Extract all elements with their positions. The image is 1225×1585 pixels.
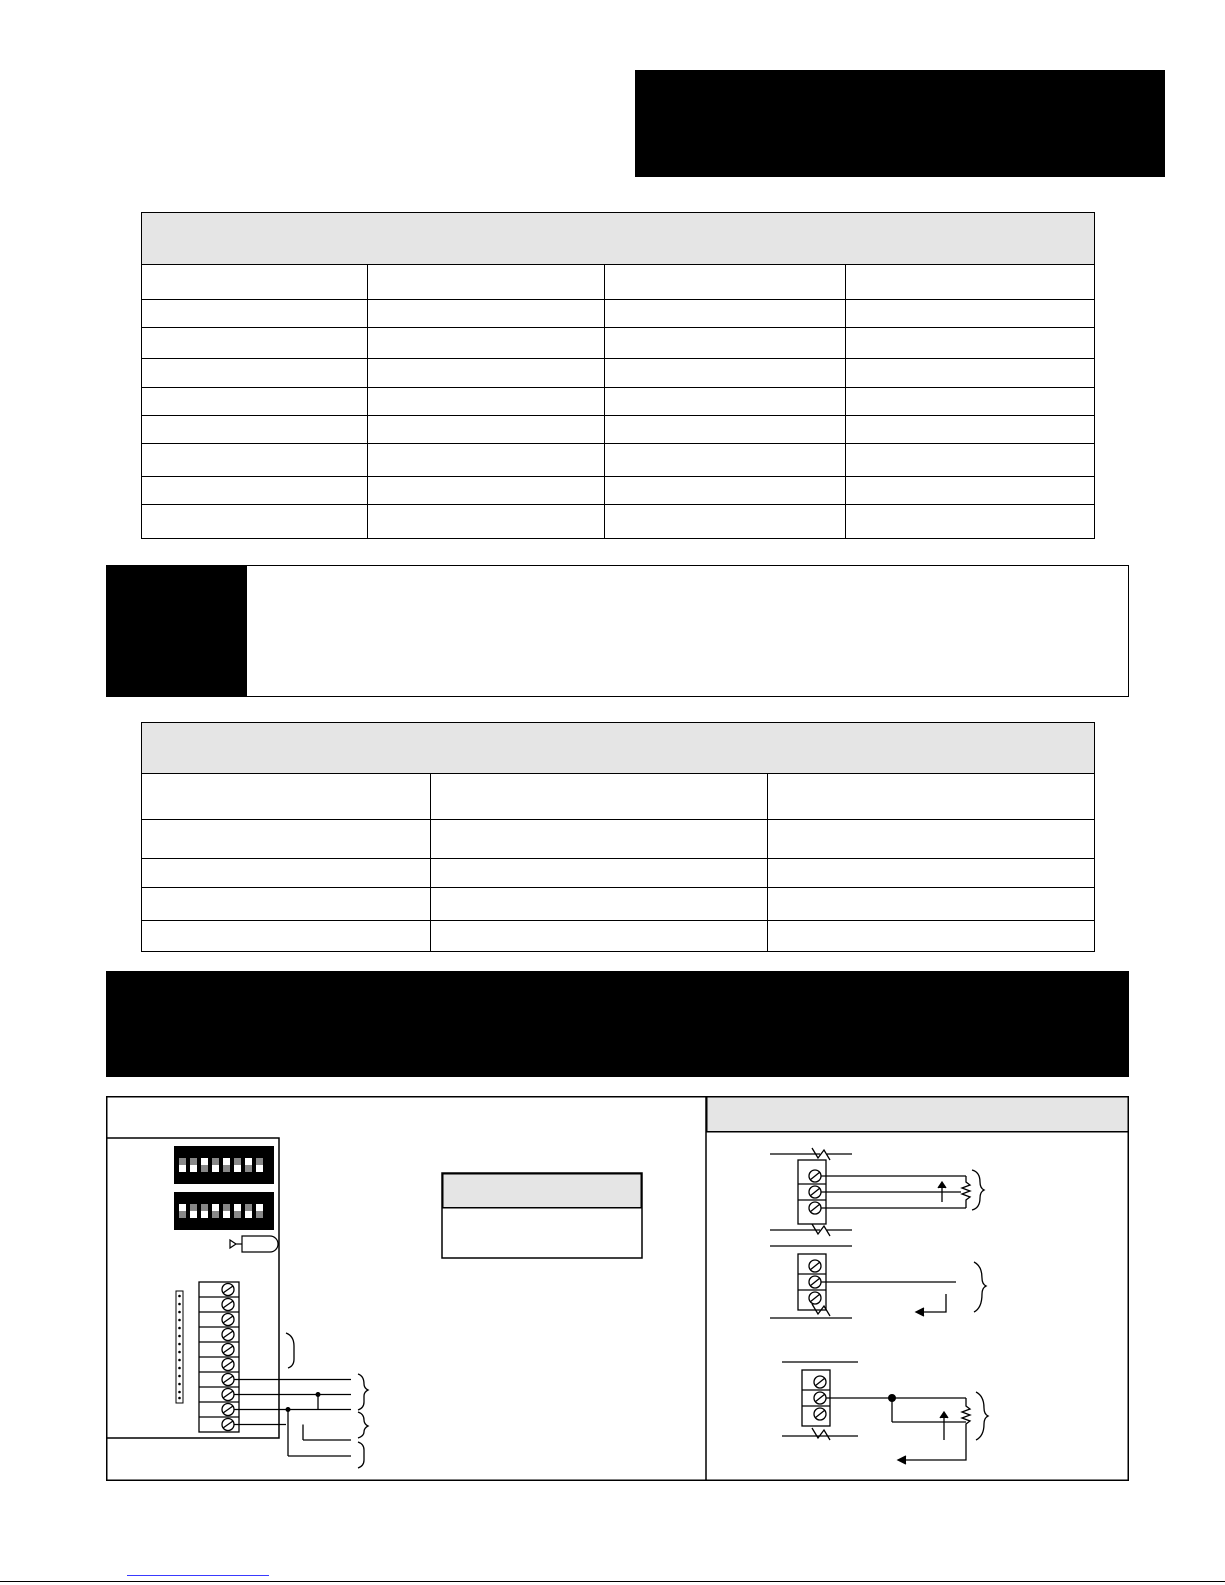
wiring-example-1 <box>770 1148 984 1236</box>
table-cell <box>431 774 768 820</box>
table-cell <box>846 416 1095 444</box>
table-cell <box>768 888 1095 921</box>
table-cell <box>846 505 1095 539</box>
junction-dot <box>888 1394 896 1402</box>
table-cell <box>605 505 846 539</box>
table-cell <box>846 300 1095 328</box>
table-cell <box>431 859 768 888</box>
table-cell <box>368 300 605 328</box>
table-cell <box>368 416 605 444</box>
settings-table <box>141 722 1095 952</box>
settings-table-header <box>142 723 1095 774</box>
table-cell <box>431 921 768 952</box>
specifications-table <box>141 212 1095 539</box>
section-header-bar <box>106 971 1129 1077</box>
table-cell <box>846 388 1095 416</box>
table-cell <box>142 388 368 416</box>
specifications-table-header <box>142 213 1095 265</box>
table-cell <box>142 820 431 859</box>
table-cell <box>368 477 605 505</box>
left-wiring <box>234 1333 368 1468</box>
table-cell <box>368 388 605 416</box>
table-cell <box>846 328 1095 359</box>
table-cell <box>846 265 1095 300</box>
table-cell <box>768 859 1095 888</box>
footer-rule <box>0 1581 1225 1582</box>
table-cell <box>768 774 1095 820</box>
terminal-strip <box>199 1282 239 1432</box>
table-cell <box>142 921 431 952</box>
title-block <box>635 70 1165 177</box>
note-label-block <box>106 565 247 697</box>
jumper-pins <box>176 1291 183 1403</box>
wiring-diagram <box>106 1096 1129 1481</box>
table-cell <box>142 359 368 388</box>
table-cell <box>605 477 846 505</box>
table-cell <box>142 859 431 888</box>
table-cell <box>368 359 605 388</box>
note-box <box>106 565 1129 697</box>
table-cell <box>846 359 1095 388</box>
table-cell <box>142 328 368 359</box>
table-cell <box>431 820 768 859</box>
wiring-example-3 <box>782 1362 988 1464</box>
table-cell <box>142 477 368 505</box>
table-cell <box>142 444 368 477</box>
table-cell <box>846 477 1095 505</box>
table-cell <box>368 505 605 539</box>
dip-switch-bank-2 <box>174 1192 274 1230</box>
wiring-example-2 <box>770 1246 986 1318</box>
table-cell <box>768 820 1095 859</box>
table-cell <box>142 888 431 921</box>
footer-link-underline[interactable] <box>127 1575 269 1576</box>
table-cell <box>605 388 846 416</box>
table-cell <box>605 444 846 477</box>
legend-box <box>442 1173 642 1258</box>
table-cell <box>368 444 605 477</box>
table-cell <box>846 444 1095 477</box>
table-cell <box>431 888 768 921</box>
table-cell <box>142 265 368 300</box>
table-cell <box>368 265 605 300</box>
table-cell <box>605 328 846 359</box>
dip-switch-bank-1 <box>174 1146 274 1184</box>
led-indicator <box>230 1236 278 1252</box>
table-cell <box>142 300 368 328</box>
table-cell <box>605 300 846 328</box>
table-cell <box>142 416 368 444</box>
table-cell <box>605 416 846 444</box>
table-cell <box>768 921 1095 952</box>
table-cell <box>605 265 846 300</box>
table-cell <box>142 505 368 539</box>
table-cell <box>142 774 431 820</box>
table-cell <box>368 328 605 359</box>
table-cell <box>605 359 846 388</box>
right-panel-header <box>707 1097 1129 1132</box>
